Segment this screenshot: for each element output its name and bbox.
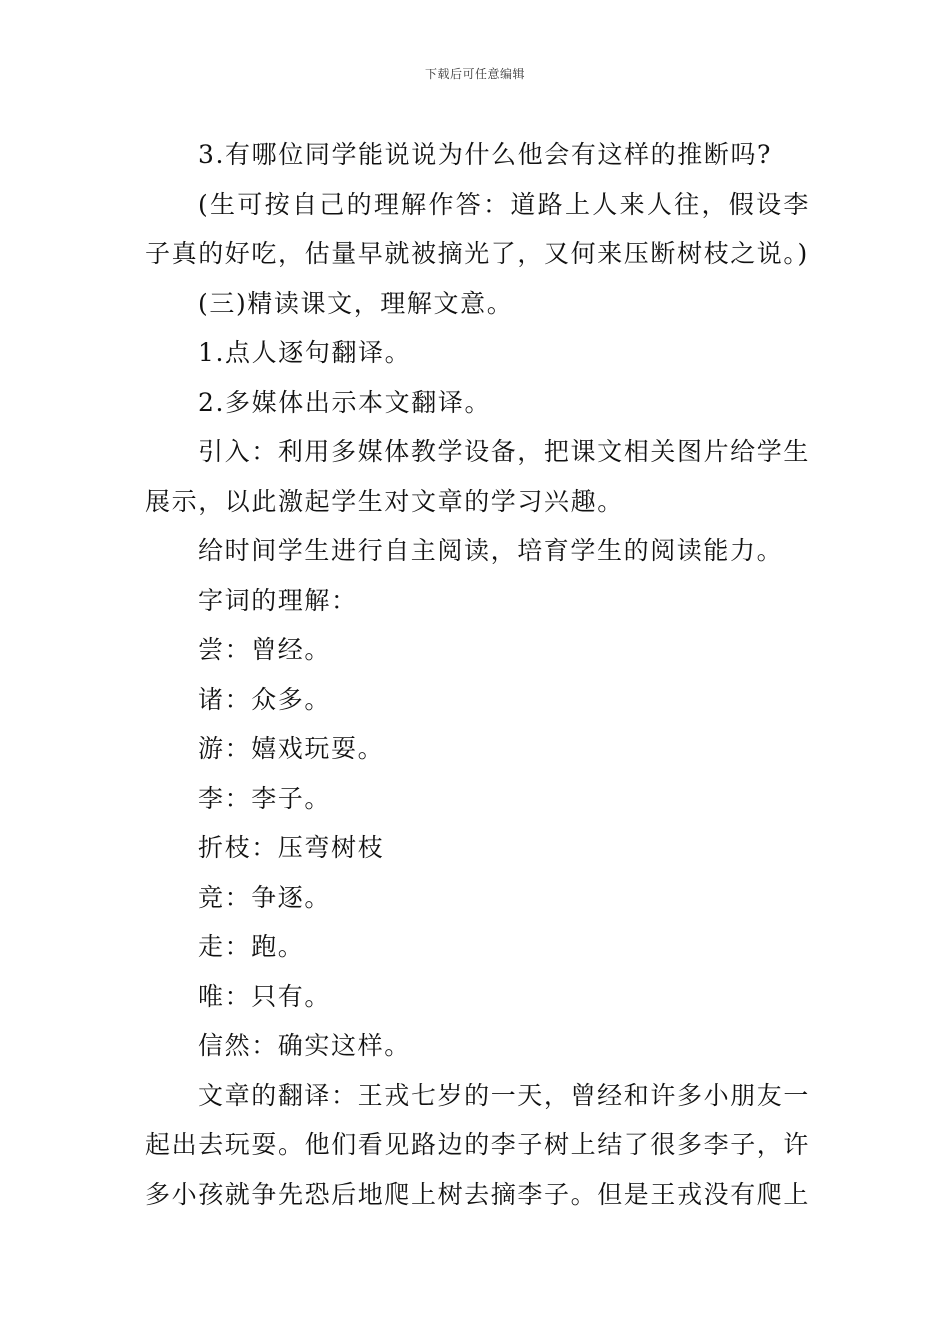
vocabulary-item: 走：跑。 bbox=[198, 932, 305, 961]
vocabulary-item: 尝：曾经。 bbox=[198, 635, 332, 664]
translation-paragraph: 文章的翻译：王戎七岁的一天，曾经和许多小朋友一起出去玩耍。他们看见路边的李子树上结了很多李子，许多小孩就争先恐后地爬上树去摘李子。但是王戎没有爬上 bbox=[145, 1080, 811, 1209]
answer-note: (生可按自己的理解作答：道路上人来人往，假设李子真的好吃，估量早就被摘光了，又何来压断树枝之说。) bbox=[145, 189, 810, 268]
reading-paragraph: 给时间学生进行自主阅读，培育学生的阅读能力。 bbox=[198, 536, 784, 565]
vocabulary-item: 游：嬉戏玩耍。 bbox=[198, 734, 385, 763]
vocabulary-item: 诸：众多。 bbox=[198, 684, 332, 714]
page-header: 下载后可任意编辑 bbox=[424, 67, 525, 81]
vocabulary-item: 唯：只有。 bbox=[198, 981, 332, 1011]
vocabulary-item: 李：李子。 bbox=[198, 783, 332, 813]
introduction-paragraph: 引入：利用多媒体教学设备，把课文相关图片给学生展示，以此激起学生对文章的学习兴趣。 bbox=[145, 437, 810, 516]
vocabulary-item: 信然：确实这样。 bbox=[198, 1031, 411, 1060]
vocabulary-item: 竞：争逐。 bbox=[198, 882, 332, 912]
vocabulary-heading: 字词的理解： bbox=[198, 585, 358, 615]
question-3: 3.有哪位同学能说说为什么他会有这样的推断吗? bbox=[198, 140, 773, 169]
step-2: 2.多媒体出示本文翻译。 bbox=[198, 387, 492, 417]
section-heading-3: (三)精读课文，理解文意。 bbox=[198, 288, 514, 318]
document-body bbox=[145, 130, 810, 1219]
vocabulary-item: 折枝：压弯树枝 bbox=[198, 833, 385, 862]
step-1: 1.点人逐句翻译。 bbox=[198, 338, 412, 367]
